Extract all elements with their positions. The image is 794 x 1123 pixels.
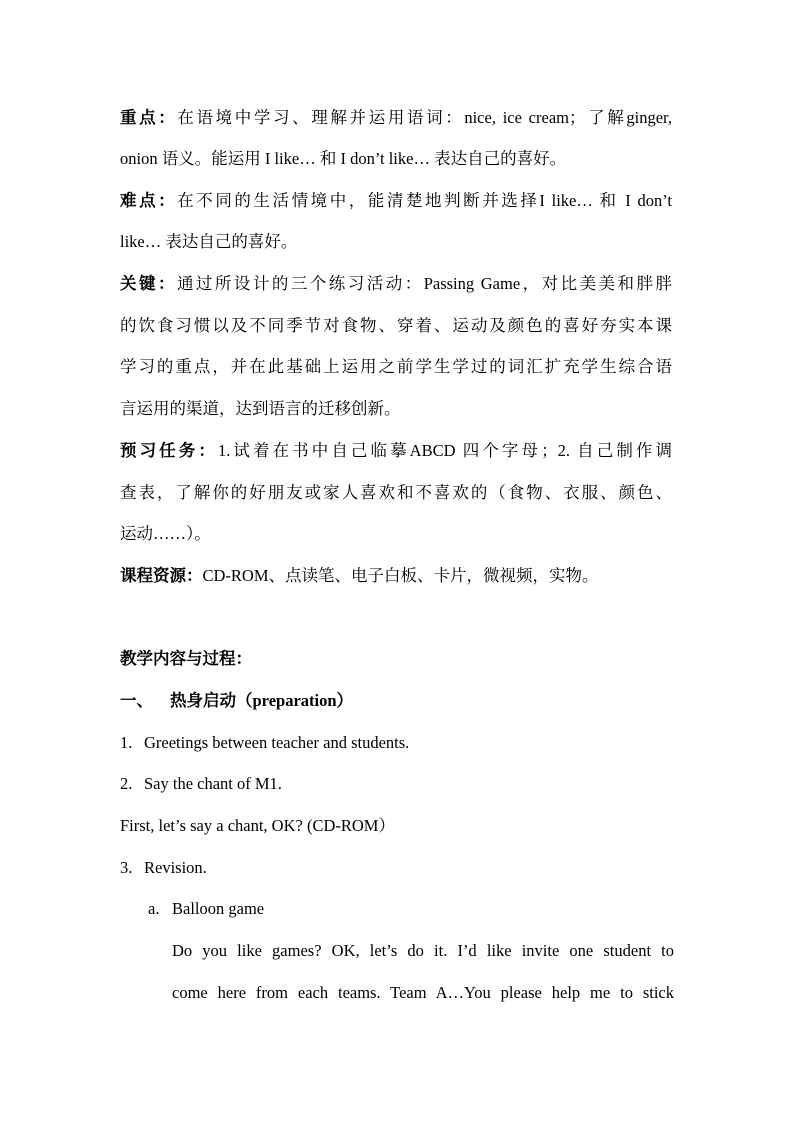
list-item-number: 2. — [120, 774, 133, 793]
preview-task-line-3: 运动……）。 — [120, 524, 211, 543]
sub-item-a-text-2: come here from each teams. Team A…You please help me to stick — [172, 983, 674, 1002]
key-points-line-1 — [120, 107, 672, 129]
section-1-heading — [120, 690, 353, 712]
preview-task-label: 预习任务： — [120, 441, 218, 460]
resources-line — [120, 565, 599, 587]
sub-item-letter: a. — [148, 899, 160, 918]
list-item-number: 1. — [120, 733, 133, 752]
resources-label: 课程资源： — [120, 566, 203, 585]
resources-text: CD-ROM、点读笔、电子白板、卡片，微视频，实物。 — [202, 566, 599, 585]
section-1-title: 热身启动（preparation） — [170, 691, 354, 710]
chant-note: First, let’s say a chant, OK? (CD-ROM） — [120, 816, 395, 835]
key-text-1: 通过所设计的三个练习活动：Passing Game，对比美美和胖胖 — [176, 274, 673, 293]
list-item-text: Greetings between teacher and students. — [144, 733, 410, 752]
key-line-2: 的饮食习惯以及不同季节对食物、穿着、运动及颜色的喜好夯实本课 — [120, 316, 672, 335]
process-title: 教学内容与过程： — [120, 649, 252, 668]
difficult-points-text-1: 在不同的生活情境中，能清楚地判断并选择I like… 和 I don’t — [177, 191, 673, 210]
preview-task-text-1: 1.试着在书中自己临摹ABCD 四个字母；2. 自己制作调 — [217, 441, 673, 460]
section-1-number: 一、 — [120, 691, 153, 710]
sub-item-title: Balloon game — [172, 899, 265, 918]
preview-task-line-1 — [120, 440, 672, 462]
key-points-line-2: onion 语义。能运用 I like… 和 I don’t like… 表达自己的喜好。 — [120, 149, 567, 168]
list-item-number: 3. — [120, 858, 133, 877]
sub-item-a — [148, 898, 264, 920]
list-item — [120, 732, 409, 754]
preview-task-line-2: 查表，了解你的好朋友或家人喜欢和不喜欢的（食物、衣服、颜色、 — [120, 483, 672, 502]
key-points-label: 重点： — [120, 108, 178, 127]
key-line-1 — [120, 273, 672, 295]
key-line-4: 言运用的渠道，达到语言的迁移创新。 — [120, 399, 401, 418]
list-item — [120, 857, 207, 879]
difficult-points-line-1 — [120, 190, 672, 212]
list-item-text: Say the chant of M1. — [144, 774, 282, 793]
list-item-text: Revision. — [144, 858, 207, 877]
key-label: 关键： — [120, 274, 177, 293]
difficult-points-label: 难点： — [120, 191, 178, 210]
list-item — [120, 773, 282, 795]
sub-item-a-text-1: Do you like games? OK, let’s do it. I’d like invite one student to — [172, 941, 674, 960]
key-line-3: 学习的重点，并在此基础上运用之前学生学过的词汇扩充学生综合语 — [120, 357, 672, 376]
key-points-text-1: 在语境中学习、理解并运用语词：nice, ice cream；了解ginger, — [177, 108, 672, 127]
difficult-points-line-2: like… 表达自己的喜好。 — [120, 232, 298, 251]
